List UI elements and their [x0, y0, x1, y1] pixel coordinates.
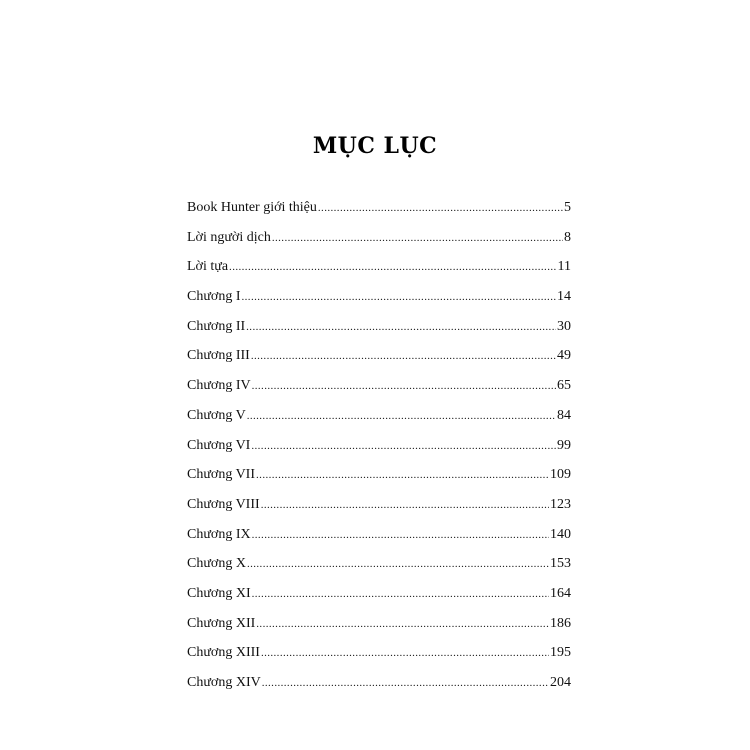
toc-entry [187, 520, 571, 550]
table-of-contents [187, 193, 571, 698]
toc-entry-page: 123 [550, 496, 571, 512]
toc-leader-dots [229, 253, 556, 283]
toc-entry-page: 11 [557, 259, 571, 275]
toc-entry [187, 668, 571, 698]
toc-entry-label: Chương XIII [187, 645, 260, 661]
page-title: MỤC LỤC [312, 133, 438, 159]
toc-entry-label: Lời tựa [187, 259, 229, 275]
toc-entry-label: Chương I [187, 289, 241, 305]
toc-entry-page: 204 [550, 675, 571, 690]
toc-entry-page: 5 [564, 200, 571, 215]
toc-entry-label: Chương VIII [187, 496, 260, 512]
toc-leader-dots [318, 194, 563, 224]
toc-entry-label: Chương VII [187, 467, 256, 483]
toc-entry [187, 223, 571, 253]
toc-entry-page: 99 [557, 437, 571, 453]
toc-leader-dots [251, 342, 556, 372]
toc-leader-dots [256, 461, 549, 491]
toc-entry-label: Book Hunter giới thiệu [187, 200, 317, 215]
toc-entry-label: Chương VI [187, 437, 251, 453]
toc-entry [187, 431, 571, 461]
toc-entry-label: Chương IV [187, 378, 251, 394]
toc-entry [187, 579, 571, 609]
toc-leader-dots [242, 283, 557, 313]
toc-entry-label: Chương X [187, 556, 246, 572]
toc-entry [187, 371, 571, 401]
toc-entry-label: Chương III [187, 348, 250, 364]
toc-entry-label: Lời người dịch [187, 229, 271, 245]
toc-entry-page: 164 [550, 585, 571, 601]
toc-entry-page: 140 [550, 526, 571, 542]
toc-entry-page: 153 [550, 556, 571, 572]
toc-entry [187, 282, 571, 312]
toc-leader-dots [262, 669, 549, 699]
toc-leader-dots [256, 610, 549, 640]
toc-leader-dots [246, 313, 556, 343]
toc-entry [187, 638, 571, 668]
toc-leader-dots [247, 550, 549, 580]
toc-entry-label: Chương XII [187, 615, 256, 631]
toc-leader-dots [261, 639, 549, 669]
toc-entry-label: Chương XIV [187, 675, 261, 690]
toc-entry-label: Chương IX [187, 526, 251, 542]
toc-leader-dots [261, 491, 549, 521]
toc-entry-page: 49 [557, 348, 571, 364]
toc-entry-page: 195 [550, 645, 571, 661]
toc-entry [187, 252, 571, 282]
toc-entry [187, 193, 571, 223]
toc-leader-dots [252, 521, 549, 551]
toc-entry-label: Chương V [187, 407, 246, 423]
toc-leader-dots [252, 580, 549, 610]
toc-entry [187, 401, 571, 431]
toc-entry-page: 186 [550, 615, 571, 631]
toc-leader-dots [247, 402, 556, 432]
toc-entry-page: 65 [557, 378, 571, 394]
toc-entry-page: 109 [550, 467, 571, 483]
toc-entry [187, 341, 571, 371]
toc-entry [187, 549, 571, 579]
toc-leader-dots [251, 432, 556, 462]
toc-entry [187, 312, 571, 342]
toc-entry [187, 490, 571, 520]
toc-leader-dots [272, 224, 563, 254]
toc-entry-label: Chương II [187, 318, 246, 334]
toc-entry [187, 460, 571, 490]
toc-entry-label: Chương XI [187, 585, 251, 601]
toc-entry-page: 84 [557, 407, 571, 423]
toc-entry [187, 609, 571, 639]
toc-entry-page: 14 [557, 289, 571, 305]
toc-entry-page: 8 [564, 229, 571, 245]
toc-leader-dots [252, 372, 556, 402]
toc-entry-page: 30 [557, 318, 571, 334]
